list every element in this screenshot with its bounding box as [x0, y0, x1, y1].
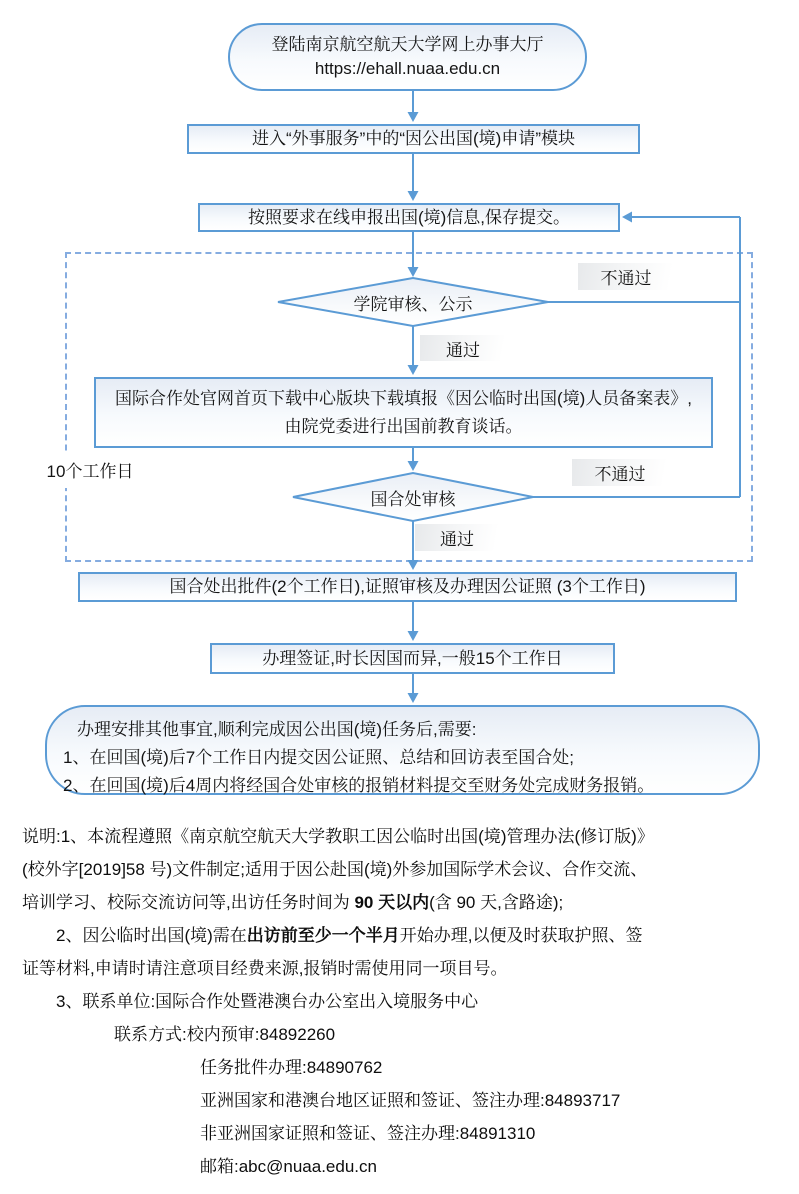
- notes-list: [22, 820, 782, 1183]
- node-finish: [45, 705, 760, 795]
- finish-line3: 2、在回国(境)后4周内将经国合处审核的报销材料提交至财务处完成财务报销。: [63, 776, 655, 795]
- arrow-module-to-submit: [408, 154, 419, 201]
- college-review-label: 学院审核、公示: [353, 294, 473, 314]
- note-line: 邮箱:abc@nuaa.edu.cn: [200, 1157, 377, 1176]
- arrow-start-to-module: [408, 91, 419, 122]
- note-line: 3、联系单位:国际合作处暨港澳台办公室出入境服务中心: [56, 992, 479, 1011]
- fail-label-ica: 不通过: [572, 459, 668, 486]
- ica-review-label: 国合处审核: [370, 489, 456, 509]
- approval-docs-text: 国合处出批件(2个工作日),证照审核及办理因公证照 (3个工作日): [169, 577, 646, 596]
- start-portal-title: 登陆南京航空航天大学网上办事大厅: [271, 35, 544, 54]
- enter-module-text: 进入“外事服务”中的“因公出国(境)申请”模块: [252, 129, 575, 148]
- start-portal-url: https://ehall.nuaa.edu.cn: [314, 59, 501, 78]
- node-approval-docs: [78, 572, 737, 602]
- duration-label: 10个工作日: [34, 451, 146, 488]
- fail-feedback-connector: [533, 212, 740, 498]
- pass-label-ica: 通过: [415, 524, 499, 551]
- pass-label-college: 通过: [420, 335, 506, 361]
- node-download-form: [94, 377, 713, 448]
- arrow-download-to-ica-review: [408, 448, 419, 471]
- node-visa: [210, 643, 615, 674]
- node-start: [228, 23, 587, 91]
- online-submit-text: 按照要求在线申报出国(境)信息,保存提交。: [247, 207, 571, 227]
- note-line: 任务批件办理:84890762: [200, 1058, 383, 1077]
- visa-text: 办理签证,时长因国而异,一般15个工作日: [262, 648, 563, 668]
- arrow-visa-to-finish: [408, 674, 419, 703]
- finish-line1: 办理安排其他事宜,顺利完成因公出国(境)任务后,需要:: [77, 720, 477, 739]
- arrow-submit-to-college-review: [408, 232, 419, 277]
- note-line: 培训学习、校际交流访问等,出访任务时间为 90 天以内(含 90 天,含路途);: [22, 893, 564, 912]
- fail-label-college: 不通过: [578, 263, 674, 290]
- note-line: 证等材料,申请时请注意项目经费来源,报销时需使用同一项目号。: [22, 959, 508, 978]
- finish-line2: 1、在回国(境)后7个工作日内提交因公证照、总结和回访表至国合处;: [63, 748, 574, 767]
- arrow-college-pass-to-download: [408, 326, 419, 375]
- note-line: 说明:1、本流程遵照《南京航空航天大学教职工因公临时出国(境)管理办法(修订版)》: [22, 827, 654, 846]
- node-online-submit: [198, 203, 620, 232]
- note-line: 2、因公临时出国(境)需在出访前至少一个半月开始办理,以便及时获取护照、签: [56, 926, 643, 945]
- arrow-approval-to-visa: [408, 602, 419, 641]
- node-enter-module: [187, 124, 640, 154]
- note-line: 亚洲国家和港澳台地区证照和签证、签注办理:84893717: [200, 1091, 621, 1110]
- note-line: 联系方式:校内预审:84892260: [114, 1025, 336, 1044]
- download-form-text: 国际合作处官网首页下载中心版块下载填报《因公临时出国(境)人员备案表》,由院党委进行出国前教育谈话。: [114, 388, 693, 436]
- note-line: (校外字[2019]58 号)文件制定;适用于因公赴国(境)外参加国际学术会议、合作交流、: [22, 860, 648, 879]
- note-line: 非亚洲国家证照和签证、签注办理:84891310: [200, 1124, 536, 1143]
